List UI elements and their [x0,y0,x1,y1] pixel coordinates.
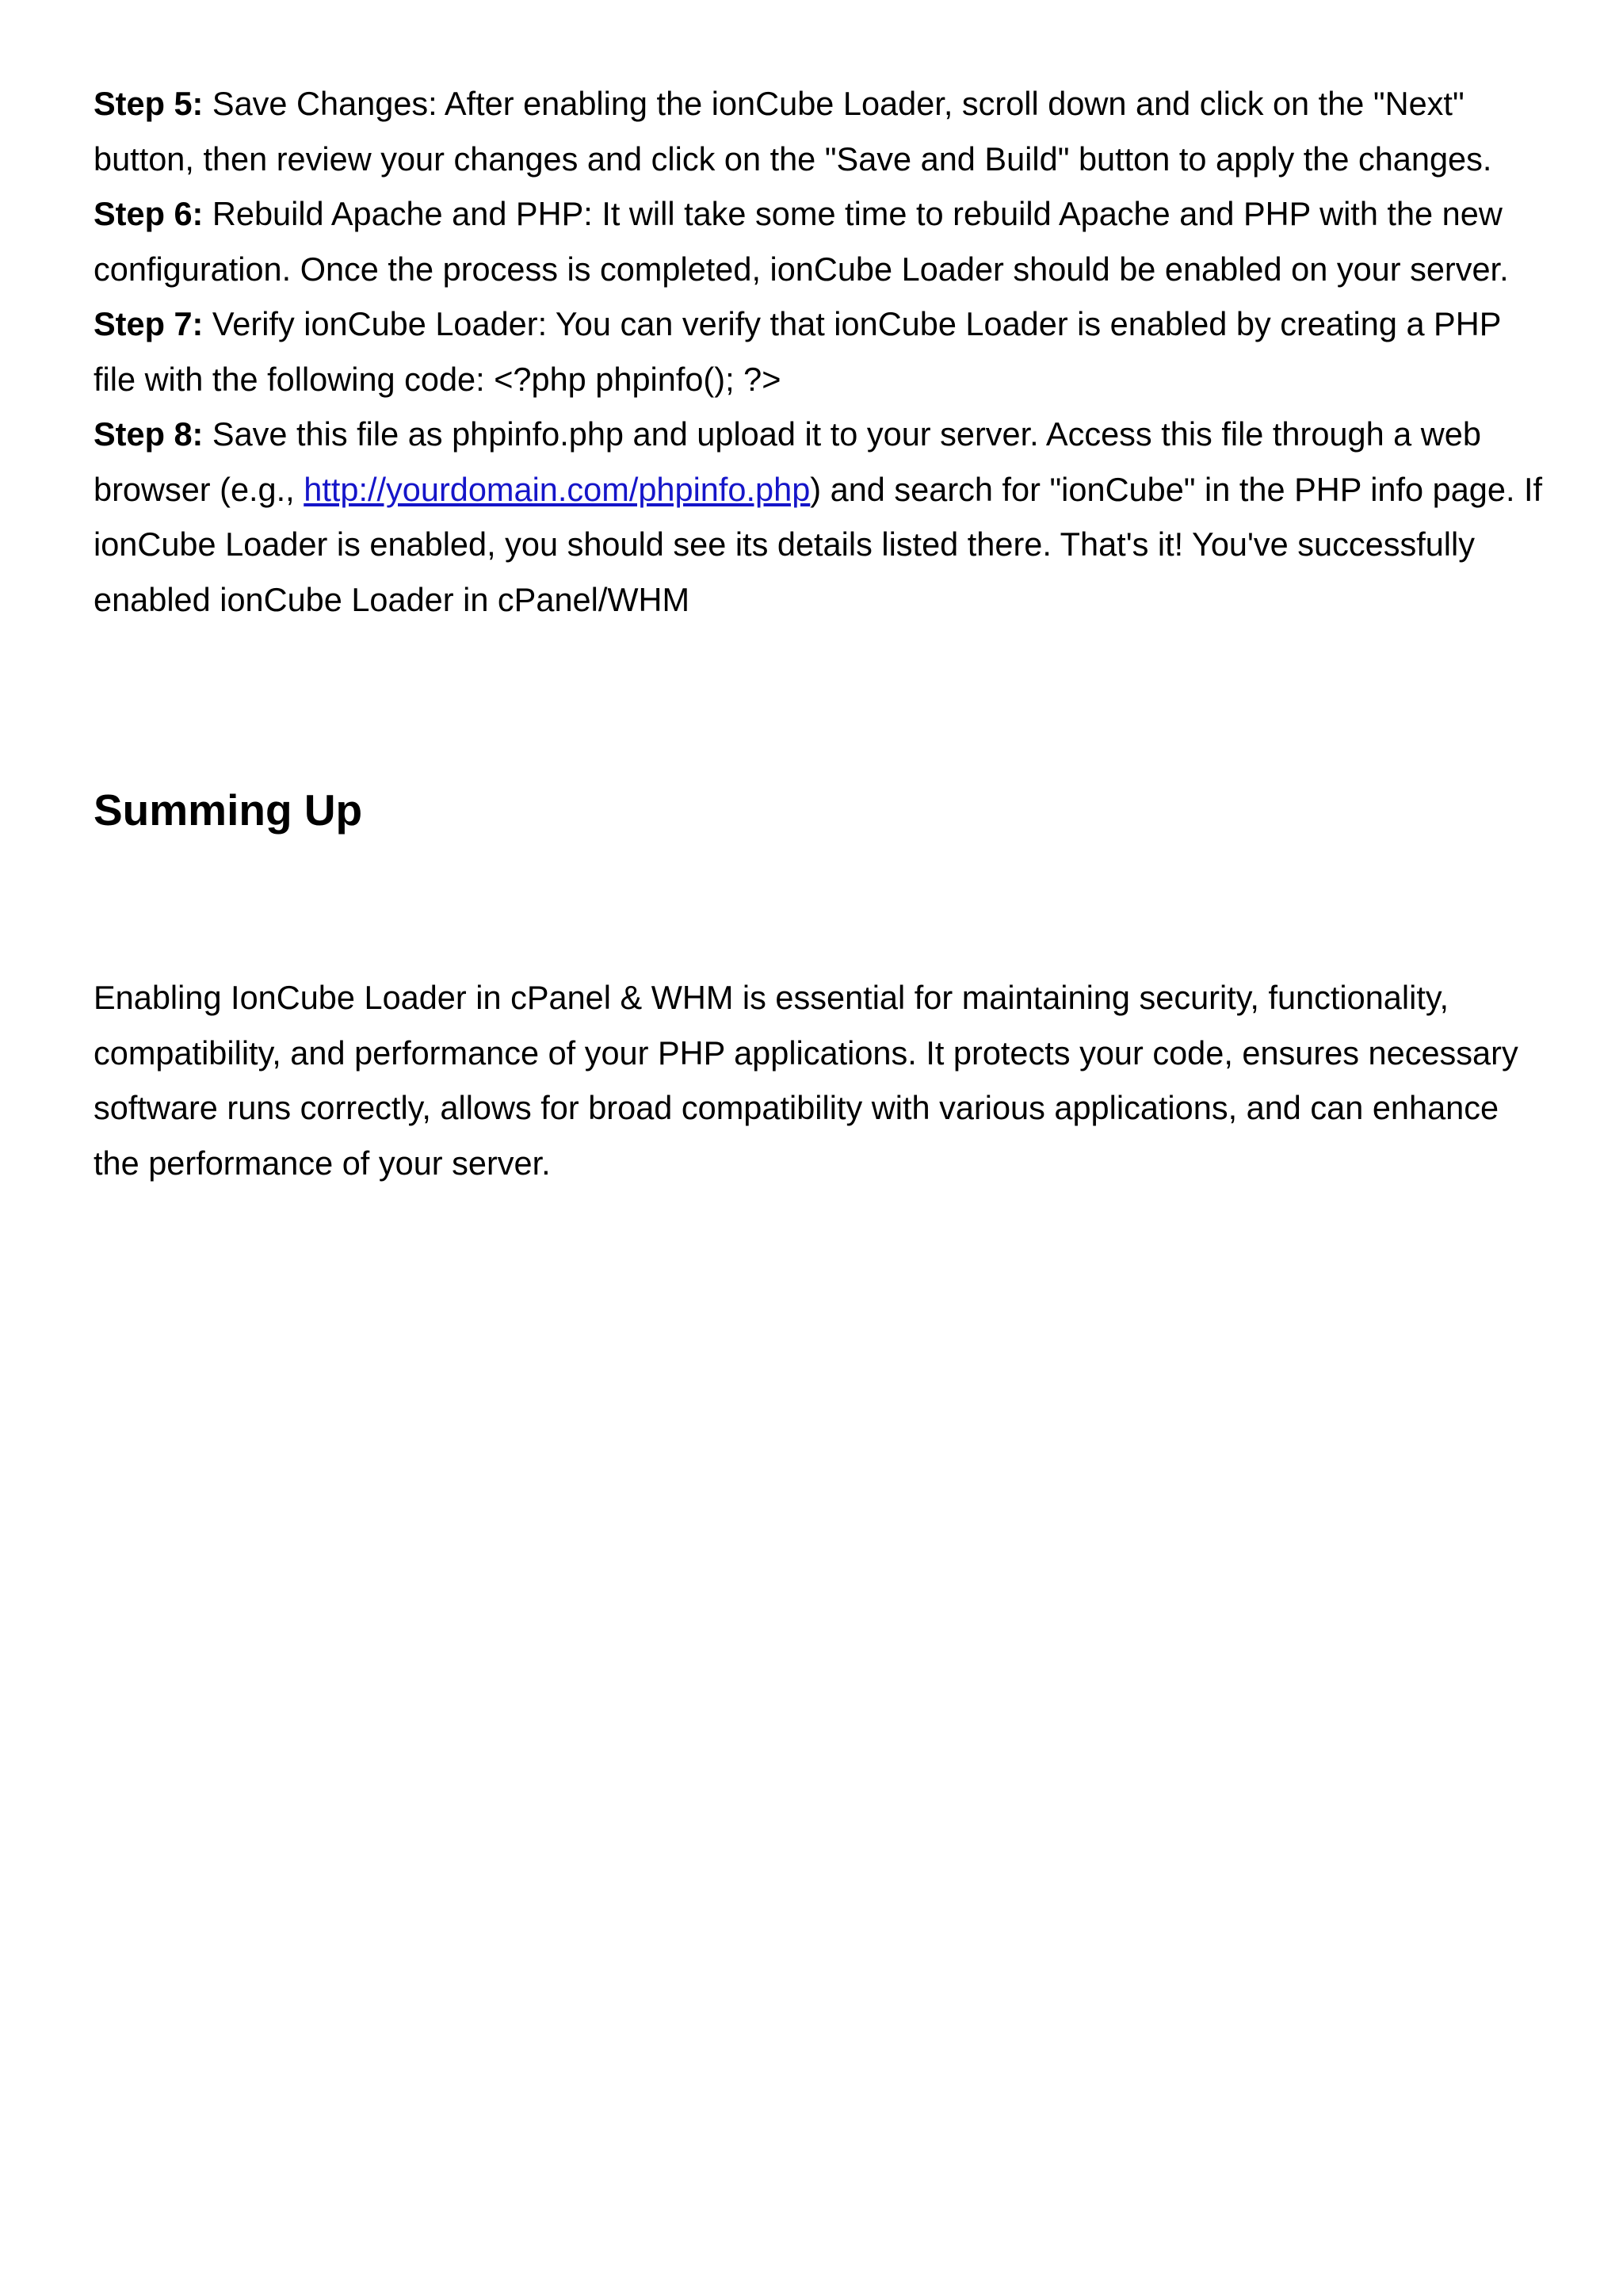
page-content [94,76,1552,1182]
step-7-paragraph [94,296,1552,407]
step-7-label: Step 7: [94,305,204,342]
step-6-paragraph [94,186,1552,296]
step-8-text-before: Save this file as phpinfo.php and upload it to your server. Access this file through a web browser (e.g., [94,415,1481,508]
phpinfo-link[interactable]: http://yourdomain.com/phpinfo.php [304,470,811,508]
summing-up-paragraph: Enabling IonCube Loader in cPanel & WHM is essential for maintaining security, functionality, compatibility, and performance of your PHP applications. It protects your code, ensures necessary software runs correctly, allows for broad compatibility with various applications, and can enhance the performance of your server. [94,979,1518,1182]
step-8-text-after: ) and search for "ionCube" in the PHP info page. If ionCube Loader is enabled, you should see its details listed there. That's it! You've successfully enabled ionCube Loader in cPanel/WHM [94,470,1543,618]
step-6-label: Step 6: [94,195,204,232]
step-7-text: Verify ionCube Loader: You can verify that ionCube Loader is enabled by creating a PHP file with the following code: <?php phpinfo(); ?> [94,305,1501,398]
step-5-paragraph [94,76,1552,186]
step-8-paragraph [94,407,1552,627]
step-6-text: Rebuild Apache and PHP: It will take some time to rebuild Apache and PHP with the new configuration. Once the process is completed, ionCube Loader should be enabled on your server. [94,195,1509,288]
step-5-text: Save Changes: After enabling the ionCube Loader, scroll down and click on the "Next" button, then review your changes and click on the "Save and Build" button to apply the changes. [94,85,1492,178]
step-8-label: Step 8: [94,415,204,453]
steps-section [94,76,1552,627]
summing-up-heading: Summing Up [94,785,363,835]
step-5-label: Step 5: [94,85,204,122]
